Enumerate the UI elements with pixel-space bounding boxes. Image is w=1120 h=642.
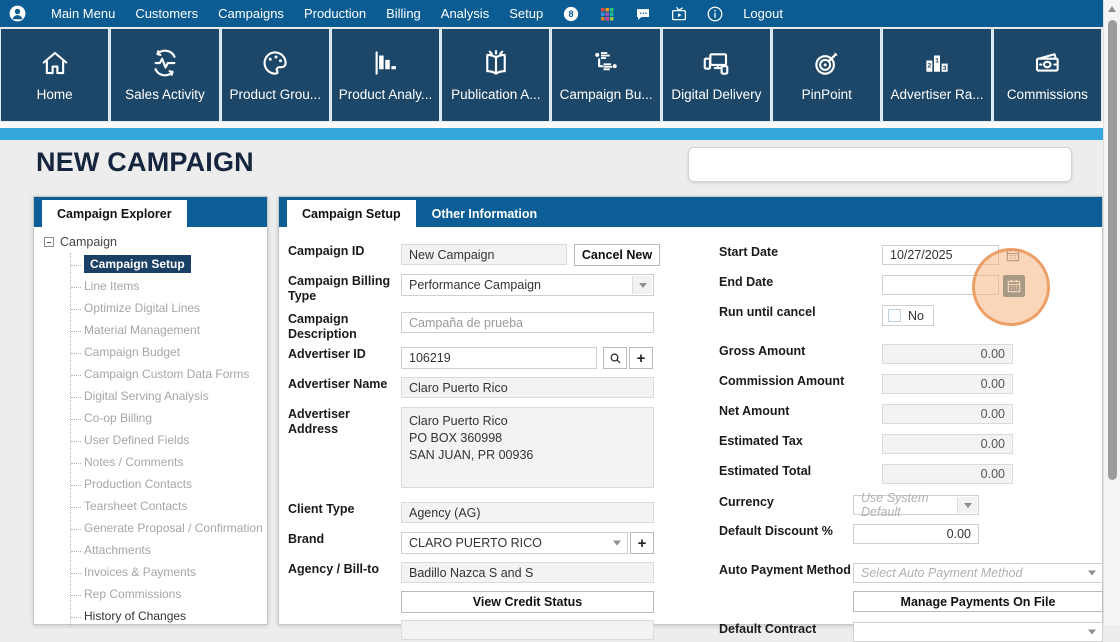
- home-icon: [40, 48, 70, 78]
- accent-strip: [0, 128, 1103, 140]
- end-date-input[interactable]: [882, 275, 999, 295]
- tile-publication[interactable]: [441, 28, 550, 122]
- tile-product-analysis[interactable]: [331, 28, 440, 122]
- currency-label: Currency: [719, 495, 774, 509]
- tab-campaign-setup[interactable]: Campaign Setup: [287, 200, 416, 227]
- tree-item-label: Campaign Custom Data Forms: [84, 367, 250, 381]
- advertiser-add-button[interactable]: +: [629, 347, 653, 369]
- cutoff-field: [401, 620, 654, 640]
- net-amount-label: Net Amount: [719, 404, 790, 418]
- tree-item-campaign-budget[interactable]: [71, 341, 267, 363]
- menu-item-analysis[interactable]: Analysis: [440, 6, 490, 21]
- tree-item-line-items[interactable]: [71, 275, 267, 297]
- tree-item-generate-proposal-confirmation[interactable]: [71, 517, 267, 539]
- menu-item-main-menu[interactable]: Main Menu: [51, 6, 116, 21]
- tree-item-label: Attachments: [84, 543, 151, 557]
- advertiser-rankings-icon: [922, 48, 952, 78]
- svg-text:2: 2: [927, 62, 932, 70]
- pinpoint-icon: [812, 48, 842, 78]
- tree-item-invoices-payments[interactable]: [71, 561, 267, 583]
- brand-label: Brand: [288, 532, 325, 546]
- default-contract-select[interactable]: [853, 622, 1103, 642]
- tree-item-label: Notes / Comments: [84, 455, 184, 469]
- discount-input[interactable]: 0.00: [853, 524, 979, 544]
- advertiser-id-label: Advertiser ID: [288, 347, 366, 361]
- start-date-input[interactable]: 10/27/2025: [882, 245, 999, 265]
- tree-item-production-contacts[interactable]: [71, 473, 267, 495]
- commission-amount-field: 0.00: [882, 374, 1013, 394]
- description-input[interactable]: Campaña de prueba: [401, 312, 654, 333]
- search-icon: [609, 352, 622, 365]
- estimated-tax-label: Estimated Tax: [719, 434, 803, 448]
- end-date-label: End Date: [719, 275, 774, 289]
- view-credit-status-button[interactable]: View Credit Status: [401, 591, 654, 613]
- cancel-new-button[interactable]: Cancel New: [574, 244, 660, 266]
- tree-item-label: Optimize Digital Lines: [84, 301, 201, 315]
- client-type-label: Client Type: [288, 502, 355, 516]
- campaign-setup-panel: [278, 196, 1103, 636]
- advertiser-address-field: Claro Puerto Rico PO BOX 360998 SAN JUAN, PR 00936: [401, 407, 654, 488]
- menu-item-billing[interactable]: Billing: [386, 6, 421, 21]
- tile-label: Sales Activity: [125, 87, 205, 102]
- tree-item-label: Invoices & Payments: [84, 565, 197, 579]
- tile-label: Commissions: [1006, 87, 1088, 102]
- chevron-down-icon[interactable]: [632, 276, 652, 294]
- video-icon[interactable]: [670, 5, 688, 23]
- tree-item-rep-commissions[interactable]: [71, 583, 267, 605]
- search-input[interactable]: [688, 147, 1072, 182]
- svg-text:3: 3: [942, 64, 947, 72]
- tree-item-campaign-custom-data-forms[interactable]: [71, 363, 267, 385]
- tile-pinpoint[interactable]: [772, 28, 881, 122]
- vertical-scrollbar[interactable]: [1103, 0, 1120, 625]
- tile-product-groups[interactable]: [221, 28, 330, 122]
- campaign-id-field: New Campaign: [401, 244, 567, 265]
- tile-digital-delivery[interactable]: [662, 28, 771, 122]
- tree-item-co-op-billing[interactable]: [71, 407, 267, 429]
- tree-item-optimize-digital-lines[interactable]: [71, 297, 267, 319]
- currency-select[interactable]: [853, 491, 979, 519]
- tree-item-label: Line Items: [84, 279, 140, 293]
- agency-billto-label: Agency / Bill-to: [288, 562, 379, 576]
- agency-billto-field: Badillo Nazca S and S: [401, 562, 654, 583]
- tree-item-label: Rep Commissions: [84, 587, 182, 601]
- tree-item-tearsheet-contacts[interactable]: [71, 495, 267, 517]
- campaign-builder-icon: [591, 48, 621, 78]
- tree-item-user-defined-fields[interactable]: [71, 429, 267, 451]
- tree-item-label: Co-op Billing: [84, 411, 153, 425]
- chevron-down-icon[interactable]: [613, 541, 621, 546]
- run-until-cancel-toggle[interactable]: [882, 305, 934, 326]
- tree-item-material-management[interactable]: [71, 319, 267, 341]
- tree-root-campaign[interactable]: [44, 235, 267, 249]
- auto-payment-select[interactable]: [853, 563, 1103, 583]
- advertiser-name-label: Advertiser Name: [288, 377, 388, 391]
- campaign-tree: [34, 227, 267, 627]
- chevron-down-icon[interactable]: [1088, 571, 1096, 576]
- explorer-header: [34, 197, 267, 227]
- collapse-icon[interactable]: [44, 237, 54, 247]
- tile-label: Publication A...: [451, 87, 541, 102]
- tile-home[interactable]: [0, 28, 109, 122]
- menu-item-customers[interactable]: Customers: [135, 6, 199, 21]
- tile-advertiser-rankings[interactable]: [882, 28, 991, 122]
- billing-type-select[interactable]: [401, 274, 654, 296]
- page-title: NEW CAMPAIGN: [36, 147, 254, 177]
- advertiser-id-input[interactable]: 106219: [401, 347, 597, 369]
- chevron-down-icon: [957, 497, 977, 513]
- tile-label: PinPoint: [801, 87, 852, 102]
- advertiser-name-field: Claro Puerto Rico: [401, 377, 654, 398]
- menu-item-production[interactable]: Production: [303, 6, 367, 21]
- tree-item-history-of-changes[interactable]: [71, 605, 267, 627]
- auto-payment-placeholder: Select Auto Payment Method: [861, 566, 1023, 580]
- tree-item-label: User Defined Fields: [84, 433, 190, 447]
- product-analysis-icon: [371, 48, 401, 78]
- brand-add-button[interactable]: +: [630, 532, 654, 554]
- brand-select[interactable]: [401, 532, 628, 554]
- digital-delivery-icon: [701, 48, 731, 78]
- end-date-calendar-button[interactable]: [1003, 275, 1025, 297]
- tree-item-digital-serving-analysis[interactable]: [71, 385, 267, 407]
- logout-button[interactable]: Logout: [743, 6, 783, 21]
- tree-item-label: Generate Proposal / Confirmation: [84, 521, 263, 535]
- sales-activity-icon: [150, 48, 180, 78]
- billing-type-label: Campaign Billing Type: [288, 274, 391, 303]
- manage-payments-button[interactable]: Manage Payments On File: [853, 591, 1103, 612]
- apps-grid-icon[interactable]: [598, 5, 616, 23]
- estimated-total-field: 0.00: [882, 464, 1013, 484]
- form-tab-bar: [279, 197, 1102, 227]
- product-groups-icon: [260, 48, 290, 78]
- calendar-icon: [1006, 278, 1022, 294]
- tree-item-label: Production Contacts: [84, 477, 193, 491]
- campaign-id-label: Campaign ID: [288, 244, 365, 258]
- tile-label: Campaign Bu...: [559, 87, 653, 102]
- tree-root-label: Campaign: [60, 235, 117, 249]
- menu-item-campaigns[interactable]: Campaigns: [218, 6, 284, 21]
- discount-label: Default Discount %: [719, 524, 833, 538]
- run-until-cancel-value: No: [908, 308, 924, 323]
- tree-item-label: Tearsheet Contacts: [84, 499, 188, 513]
- tile-label: Advertiser Ra...: [890, 87, 984, 102]
- top-menu-bar: [0, 0, 1103, 27]
- tile-sales-activity[interactable]: [110, 28, 219, 122]
- info-icon[interactable]: [706, 5, 724, 23]
- commissions-icon: [1032, 48, 1062, 78]
- tree-item-label: Digital Serving Analysis: [84, 389, 209, 403]
- start-date-label: Start Date: [719, 245, 779, 259]
- estimated-tax-field: 0.00: [882, 434, 1013, 454]
- net-amount-field: 0.00: [882, 404, 1013, 424]
- tree-item-label: Campaign Budget: [84, 345, 181, 359]
- run-until-cancel-label: Run until cancel: [719, 305, 816, 319]
- tree-item-label: Campaign Setup: [84, 255, 191, 273]
- tile-label: Digital Delivery: [671, 87, 762, 102]
- checkbox-icon[interactable]: [888, 309, 901, 322]
- tree-item-attachments[interactable]: [71, 539, 267, 561]
- tab-campaign-explorer[interactable]: Campaign Explorer: [42, 200, 187, 227]
- chevron-down-icon[interactable]: [1088, 630, 1096, 635]
- advertiser-search-button[interactable]: [603, 347, 627, 369]
- brand-value: CLARO PUERTO RICO: [409, 536, 542, 550]
- client-type-field: Agency (AG): [401, 502, 654, 523]
- tile-label: Product Analy...: [338, 87, 433, 102]
- tree-item-label: History of Changes: [84, 609, 187, 623]
- chat-icon[interactable]: [634, 5, 652, 23]
- scroll-up-arrow-icon[interactable]: [1108, 6, 1116, 12]
- scrollbar-thumb[interactable]: [1108, 20, 1117, 480]
- svg-text:1: 1: [935, 57, 939, 65]
- tile-commissions[interactable]: [993, 28, 1102, 122]
- campaign-explorer-panel: [33, 196, 268, 625]
- gross-amount-label: Gross Amount: [719, 344, 806, 358]
- menu-item-setup[interactable]: Setup: [509, 6, 544, 21]
- tree-item-campaign-setup[interactable]: [71, 253, 267, 275]
- module-tile-toolbar: [0, 28, 1102, 122]
- tree-item-label: Material Management: [84, 323, 201, 337]
- tile-label: Product Grou...: [229, 87, 322, 102]
- auto-payment-label: Auto Payment Method: [719, 563, 851, 577]
- tab-other-information[interactable]: Other Information: [431, 206, 538, 221]
- tree-item-notes-comments[interactable]: [71, 451, 267, 473]
- default-contract-label: Default Contract: [719, 622, 817, 636]
- description-label: Campaign Description: [288, 312, 357, 341]
- publication-icon: [481, 48, 511, 78]
- svg-text:8: 8: [568, 8, 574, 19]
- gross-amount-field: 0.00: [882, 344, 1013, 364]
- tile-campaign-builder[interactable]: [551, 28, 660, 122]
- currency-value: Use System Default: [861, 491, 929, 519]
- tile-label: Home: [36, 87, 73, 102]
- estimated-total-label: Estimated Total: [719, 464, 812, 478]
- calendar-icon[interactable]: [1005, 247, 1021, 263]
- billing-type-value: Performance Campaign: [409, 278, 542, 292]
- commission-amount-label: Commission Amount: [719, 374, 845, 388]
- advertiser-address-label: Advertiser Address: [288, 407, 350, 436]
- badge-8-icon[interactable]: [562, 5, 580, 23]
- user-avatar-icon[interactable]: [8, 4, 27, 23]
